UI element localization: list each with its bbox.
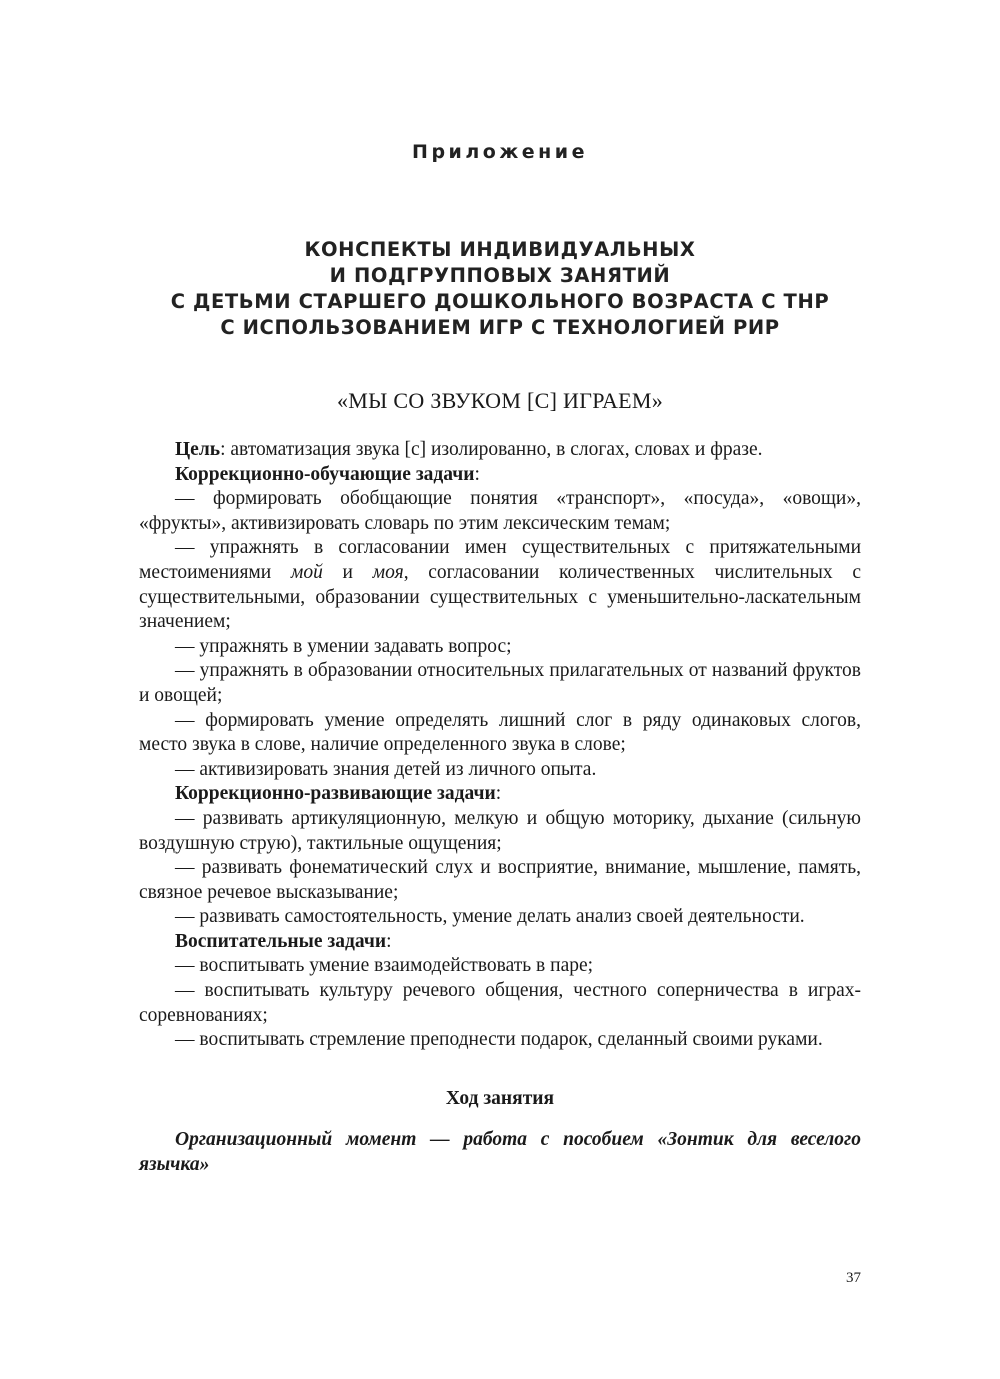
correction-teaching-heading	[139, 463, 861, 488]
emphasis-word: мой	[290, 561, 323, 583]
task-item: — воспитывать стремление преподнести подарок, сделанный своими руками.	[175, 1029, 823, 1051]
main-title-line: КОНСПЕКТЫ ИНДИВИДУАЛЬНЫХ	[304, 238, 696, 261]
colon: :	[495, 783, 502, 805]
task-item: — активизировать знания детей из личного опыта.	[175, 758, 597, 780]
correction-teaching-label: Коррекционно-обучающие задачи	[175, 463, 475, 485]
lesson-title: «МЫ СО ЗВУКОМ [С] ИГРАЕМ»	[336, 388, 664, 413]
upbringing-label: Воспитательные задачи	[175, 930, 387, 952]
task-item: — развивать фонематический слух и восприятие, внимание, мышление, память, связное речевое высказывание;	[139, 857, 861, 903]
task-item: — воспитывать культуру речевого общения, честного соперничества в играх-соревнованиях;	[139, 980, 861, 1026]
goal-paragraph	[139, 438, 861, 463]
goal-text: : автоматизация звука [с] изолированно, в слогах, словах и фразе.	[220, 439, 763, 460]
task-item: — развивать артикуляционную, мелкую и общую моторику, дыхание (сильную воздушную струю), тактильные ощущения;	[139, 807, 861, 854]
page-number: 37	[846, 1270, 861, 1286]
task-text: , согласовании количественных числительных с существительными, образовании существительных с уменьшительно-ласкательным значением;	[139, 561, 861, 633]
main-title-line: И ПОДГРУППОВЫХ ЗАНЯТИЙ	[329, 264, 671, 287]
task-item	[139, 536, 861, 634]
correction-developing-label: Коррекционно-развивающие задачи	[175, 783, 496, 805]
task-item: — развивать самостоятельность, умение делать анализ своей деятельности.	[175, 906, 805, 928]
task-text: и	[322, 561, 373, 583]
emphasis-word: моя	[372, 561, 404, 583]
main-title-line: С ДЕТЬМИ СТАРШЕГО ДОШКОЛЬНОГО ВОЗРАСТА С ТНР	[170, 290, 830, 313]
task-item: — упражнять в умении задавать вопрос;	[175, 635, 512, 657]
organizational-moment: Организационный момент — работа с пособием «Зонтик для веселого язычка»	[139, 1129, 861, 1176]
upbringing-heading	[139, 930, 861, 955]
document-body	[139, 438, 861, 1178]
task-text: — упражнять в согласовании имен существительных с притяжательными местоимениями	[139, 537, 861, 583]
main-title-line: С ИСПОЛЬЗОВАНИЕМ ИГР С ТЕХНОЛОГИЕЙ РИР	[220, 316, 780, 339]
correction-developing-heading	[139, 782, 861, 807]
task-item: — воспитывать умение взаимодействовать в паре;	[175, 955, 594, 977]
task-item: — формировать умение определять лишний слог в ряду одинаковых слогов, место звука в слове, наличие определенного звука в слове;	[139, 709, 861, 756]
main-title	[100, 237, 900, 341]
task-item: — формировать обобщающие понятия «транспорт», «посуда», «овощи», «фрукты», активизировать словарь по этим лексическим темам;	[139, 488, 861, 534]
colon: :	[474, 463, 480, 485]
task-item: — упражнять в образовании относительных прилагательных от названий фруктов и овощей;	[139, 660, 861, 706]
lesson-course-heading: Ход занятия	[445, 1087, 555, 1109]
colon: :	[386, 930, 392, 952]
goal-label: Цель	[175, 439, 221, 460]
appendix-heading: Приложение	[412, 141, 588, 163]
